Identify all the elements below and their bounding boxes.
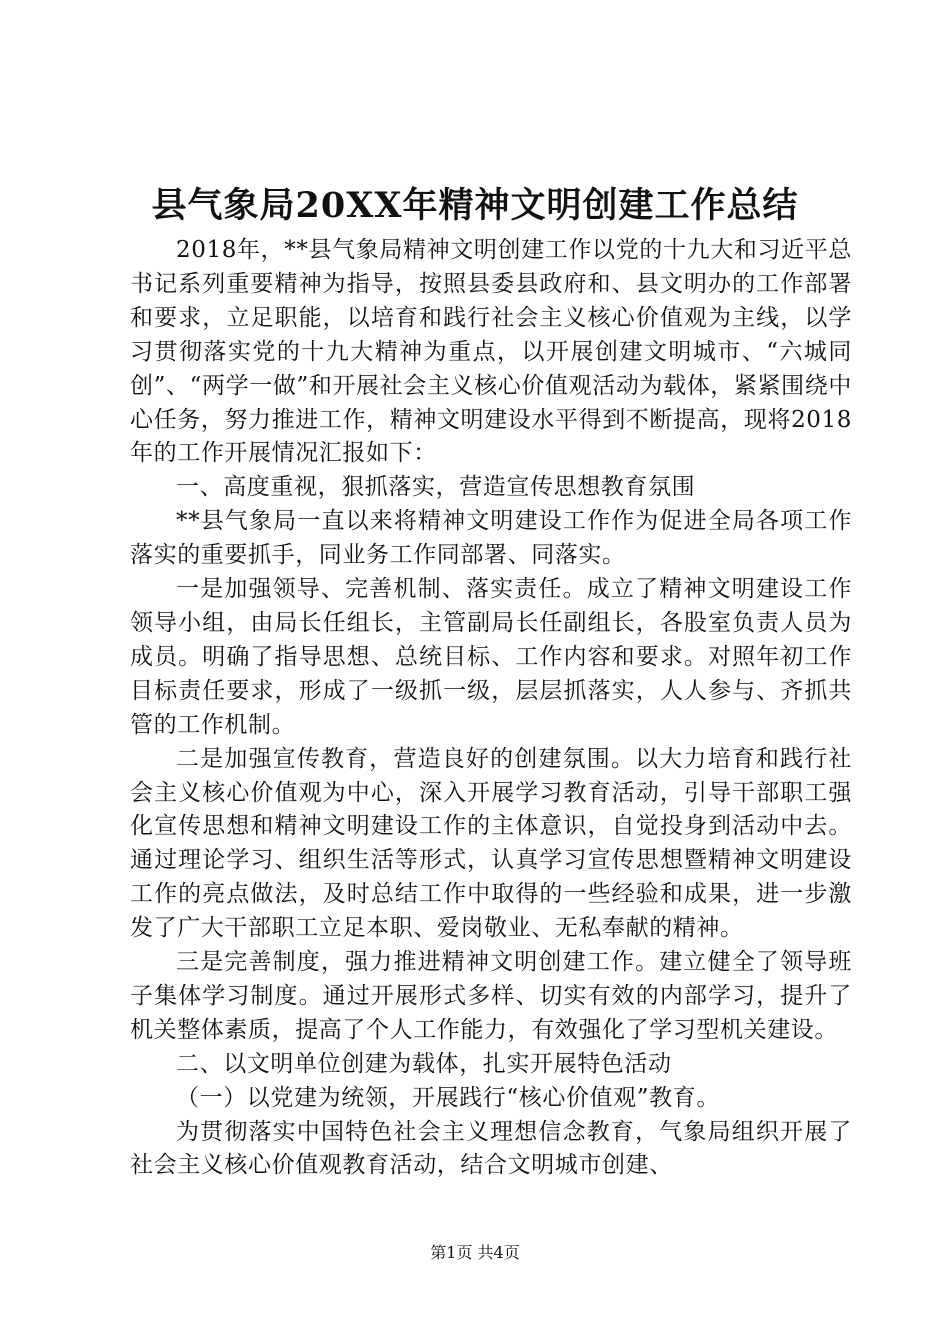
paragraph: 二是加强宣传教育，营造良好的创建氛围。以大力培育和践行社会主义核心价值观为中心，深入开展学习教育活动，引导干部职工强化宣传思想和精神文明建设工作的主体意识，自觉投身到活动中去。通过理论学习、组织生活等形式，认真学习宣传思想暨精神文明建设工作的亮点做法，及时总结工作中取得的一些经验和成果，进一步激发了广大干部职工立足本职、爱岗敬业、无私奉献的精神。: [130, 745, 852, 942]
section-heading: 二、以文明单位创建为载体，扎实开展特色活动: [176, 1050, 672, 1077]
subsection-heading: （一）以党建为统领，开展践行“核心价值观”教育。: [176, 1084, 720, 1111]
paragraph: 为贯彻落实中国特色社会主义理想信念教育，气象局组织开展了社会主义核心价值观教育活动，结合文明城市创建、: [130, 1118, 852, 1179]
paragraph: 三是完善制度，强力推进精神文明创建工作。建立健全了领导班子集体学习制度。通过开展形式多样、切实有效的内部学习，提升了机关整体素质，提高了个人工作能力，有效强化了学习型机关建设。: [130, 949, 852, 1043]
paragraph: 一是加强领导、完善机制、落实责任。成立了精神文明建设工作领导小组，由局长任组长，主管副局长任副组长，各股室负责人员为成员。明确了指导思想、总统目标、工作内容和要求。对照年初工作目标责任要求，形成了一级抓一级，层层抓落实，人人参与、齐抓共管的工作机制。: [130, 576, 852, 738]
document-body: [130, 234, 852, 1183]
document-title: 县气象局20XX年精神文明创建工作总结: [151, 185, 799, 226]
paragraph: **县气象局一直以来将精神文明建设工作作为促进全局各项工作落实的重要抓手，同业务工作同部署、同落实。: [130, 508, 852, 569]
paragraph: 2018年，**县气象局精神文明创建工作以党的十九大和习近平总书记系列重要精神为指导，按照县委县政府和、县文明办的工作部署和要求，立足职能，以培育和践行社会主义核心价值观为主线，以学习贯彻落实党的十九大精神为重点，以开展创建文明城市、“六城同创”、“两学一做”和开展社会主义核心价值观活动为载体，紧紧围绕中心任务，努力推进工作，精神文明建设水平得到不断提高，现将2018年的工作开展情况汇报如下：: [130, 237, 852, 467]
page-number: 第1页 共4页: [430, 1243, 520, 1262]
section-heading: 一、高度重视，狠抓落实，营造宣传思想教育氛围: [176, 474, 696, 501]
